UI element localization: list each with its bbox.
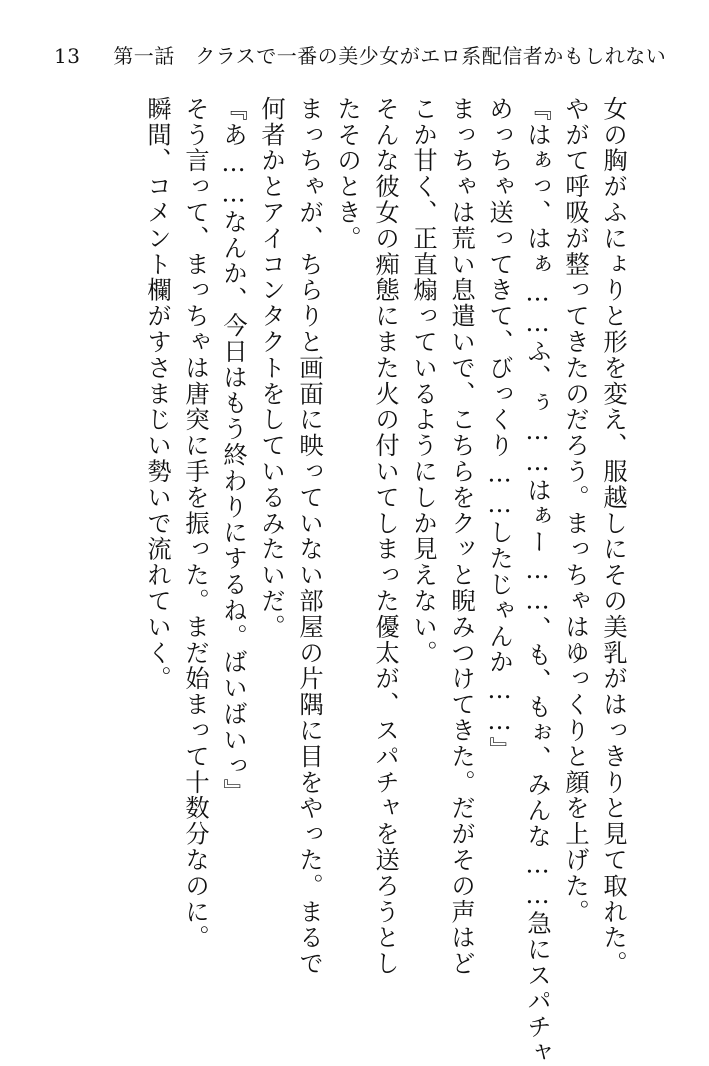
text-line-8: たそのとき。 bbox=[333, 96, 362, 252]
text-line-10: 何者かとアイコンタクトをしているみたいだ。 bbox=[257, 96, 286, 640]
text-line-5: まっちゃは荒い息遣いで、こちらをクッと睨みつけてきた。だがその声はど bbox=[447, 96, 476, 977]
text-line-1: 女の胸がふにょりと形を変え、服越しにその美乳がはっきりと見て取れた。 bbox=[599, 96, 628, 977]
text-line-2: やがて呼吸が整ってきたのだろう。まっちゃはゆっくりと顔を上げた。 bbox=[561, 96, 590, 925]
chapter-title: 第一話 クラスで一番の美少女がエロ系配信者かもしれない bbox=[113, 44, 667, 68]
vertical-body-text bbox=[139, 96, 631, 1066]
text-line-3: 『はぁっ、はぁ……ふ、ぅ……はぁー……、も、もぉ、みんな……急にスパチャ bbox=[523, 96, 552, 1066]
text-line-7: そんな彼女の痴態にまた火の付いてしまった優太が、スパチャを送ろうとし bbox=[371, 96, 400, 977]
text-line-13: 瞬間、コメント欄がすさまじい勢いで流れていく。 bbox=[143, 96, 172, 692]
page-header bbox=[54, 44, 669, 68]
text-line-9: まっちゃが、ちらりと画面に映っていない部屋の片隅に目をやった。まるで bbox=[295, 96, 324, 977]
text-line-4: めっちゃ送ってきて、びっくり……したじゃんか……』 bbox=[485, 96, 514, 763]
text-line-12: そう言って、まっちゃは唐突に手を振った。まだ始まって十数分なのに。 bbox=[181, 96, 210, 951]
text-line-6: こか甘く、正直煽っているようにしか見えない。 bbox=[409, 96, 438, 666]
page-number: 13 bbox=[54, 44, 81, 68]
text-line-11: 『あ……なんか、今日はもう終わりにするね。ばいばいっ』 bbox=[219, 96, 248, 805]
